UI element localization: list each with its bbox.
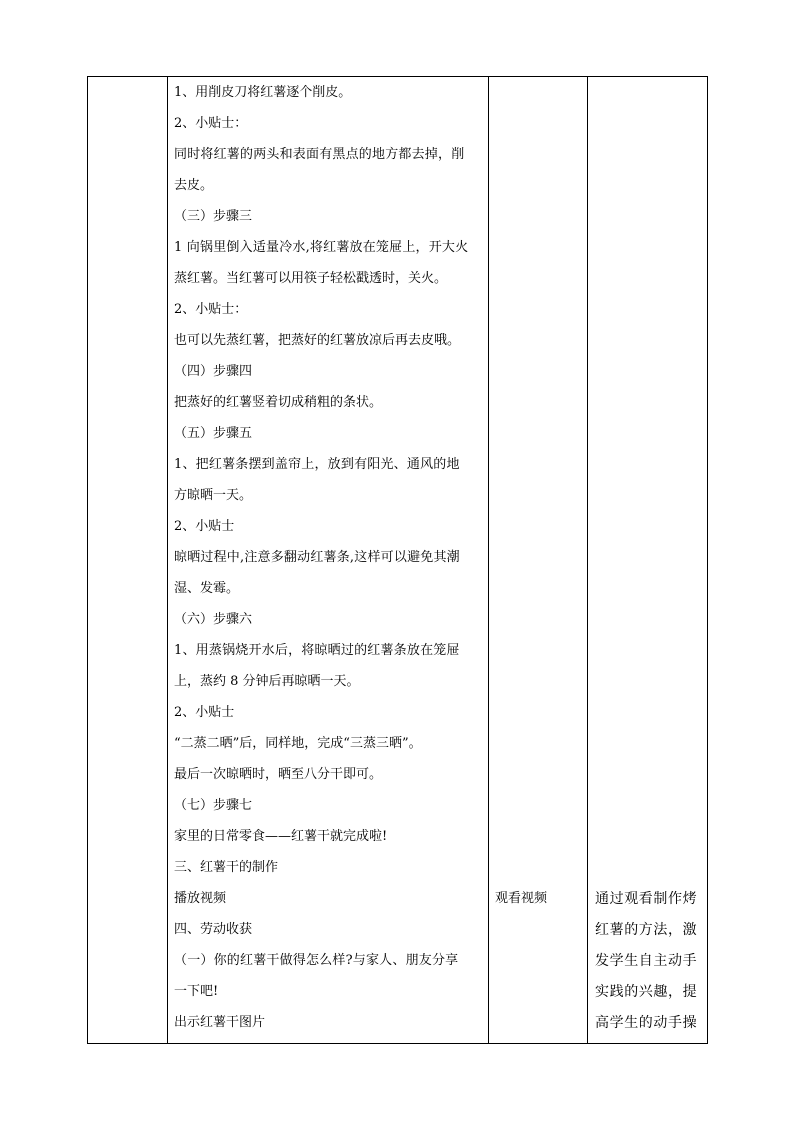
process-line: 1、把红薯条摆到盖帘上，放到有阳光、通风的地 xyxy=(174,457,460,472)
process-line: 1 向锅里倒入适量冷水,将红薯放在笼屉上，开大火 xyxy=(174,240,469,255)
stage-cell xyxy=(88,77,168,1044)
process-line: 播放视频 xyxy=(174,891,227,906)
process-line: （五）步骤五 xyxy=(174,426,253,441)
process-line: （四）步骤四 xyxy=(174,364,253,379)
process-line: （六）步骤六 xyxy=(174,612,253,627)
process-line: 去皮。 xyxy=(174,178,214,193)
design-intent-cell xyxy=(588,77,708,1044)
process-line: 三、红薯干的制作 xyxy=(174,860,279,875)
intent-line: 高学生的动手操 xyxy=(595,1015,698,1031)
process-line: 也可以先蒸红薯，把蒸好的红薯放凉后再去皮哦。 xyxy=(174,333,461,348)
process-line: 一下吧! xyxy=(174,984,219,999)
process-line: 1、用蒸锅烧开水后，将晾晒过的红薯条放在笼屉 xyxy=(174,643,460,658)
process-line: 四、劳动收获 xyxy=(174,922,253,937)
process-line: 方晾晒一天。 xyxy=(174,488,253,503)
teaching-process-cell xyxy=(168,77,489,1044)
process-line: 最后一次晾晒时，晒至八分干即可。 xyxy=(174,767,383,782)
process-line: 家里的日常零食——红薯干就完成啦! xyxy=(174,829,388,844)
process-line: 把蒸好的红薯竖着切成稍粗的条状。 xyxy=(174,395,383,410)
student-activity-text: 观看视频 xyxy=(495,891,548,906)
intent-line: 通过观看制作烤 xyxy=(595,891,698,907)
student-activity-cell xyxy=(489,77,588,1044)
process-line: 2、小贴士 xyxy=(174,705,235,720)
intent-line: 实践的兴趣，提 xyxy=(595,984,698,1000)
process-line: （一）你的红薯干做得怎么样?与家人、朋友分享 xyxy=(174,953,459,968)
intent-line: 发学生自主动手 xyxy=(595,953,698,969)
process-line: 湿、发霉。 xyxy=(174,581,240,596)
process-line: （三）步骤三 xyxy=(174,209,253,224)
process-line: 上，蒸约 8 分钟后再晾晒一天。 xyxy=(174,674,360,689)
table-row xyxy=(88,77,708,1044)
lesson-table xyxy=(87,76,708,1044)
intent-line: 红薯的方法，激 xyxy=(595,922,698,938)
process-line: 2、小贴士 xyxy=(174,519,235,534)
process-line: 1、用削皮刀将红薯逐个削皮。 xyxy=(174,85,352,100)
process-line: “二蒸二晒”后，同样地，完成“三蒸三晒”。 xyxy=(174,736,422,751)
process-line: 同时将红薯的两头和表面有黑点的地方都去掉，削 xyxy=(174,147,465,162)
process-line: 2、小贴士： xyxy=(174,116,248,131)
process-line: 蒸红薯。当红薯可以用筷子轻松戳透时，关火。 xyxy=(174,271,448,286)
process-line: 2、小贴士： xyxy=(174,302,248,317)
process-line: 出示红薯干图片 xyxy=(174,1015,266,1030)
process-line: （七）步骤七 xyxy=(174,798,253,813)
process-line: 晾晒过程中,注意多翻动红薯条,这样可以避免其潮 xyxy=(174,550,460,565)
